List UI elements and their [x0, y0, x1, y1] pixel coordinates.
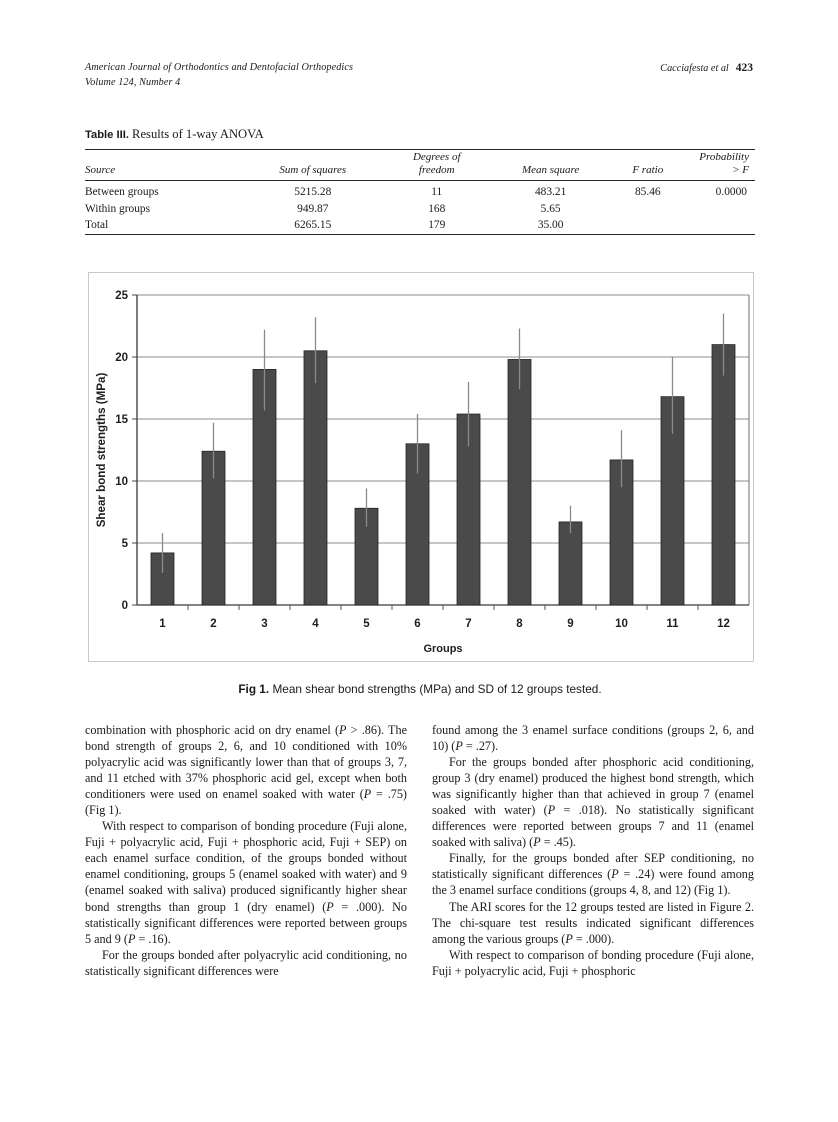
- cell-probability: 0.0000: [688, 181, 755, 202]
- cell-degrees-of-freedom: 179: [428, 219, 446, 231]
- anova-table: [85, 149, 755, 239]
- y-axis-title: Shear bond strengths (MPa): [95, 372, 108, 528]
- x-tick-label: 6: [414, 618, 421, 630]
- cell-mean-square: 5.65: [540, 202, 561, 215]
- col-header-source: Source: [85, 150, 246, 181]
- x-tick-label: 9: [567, 618, 574, 630]
- x-tick-label: 10: [615, 618, 628, 630]
- x-tick-label: 3: [261, 618, 268, 630]
- table-bottom-rule-row: [85, 235, 755, 240]
- table-title: Results of 1-way ANOVA: [132, 127, 264, 141]
- authors-and-page: [660, 61, 753, 77]
- col-header-probability: Probability > F: [688, 150, 755, 181]
- col-header-f-ratio: F ratio: [608, 150, 688, 181]
- bar-chart: [89, 273, 753, 661]
- table-caption: [85, 127, 755, 142]
- bar-series: [151, 314, 735, 630]
- cell-degrees-of-freedom: 168: [428, 202, 446, 215]
- bar: [712, 345, 735, 605]
- journal-title-block: [85, 61, 353, 90]
- cell-f-ratio: [608, 201, 688, 218]
- cell-sum-of-squares: 949.87: [297, 202, 329, 215]
- y-tick-label: 20: [115, 352, 128, 365]
- col-header-sum-of-squares: Sum of squares: [246, 150, 380, 181]
- body-paragraph: With respect to comparison of bonding procedure (Fuji alone, Fuji + polyacrylic acid, Fuji + phosphoric: [432, 947, 754, 978]
- journal-title: American Journal of Orthodontics and Dentofacial Orthopedics: [85, 62, 354, 73]
- bar: [304, 351, 327, 605]
- col-header-mean-square: Mean square: [494, 150, 608, 181]
- x-tick-label: 2: [210, 618, 217, 630]
- cell-source: Total: [85, 219, 109, 231]
- journal-volume-issue: Volume 124, Number 4: [85, 76, 181, 88]
- cell-mean-square: 35.00: [537, 219, 564, 231]
- figure-label: Fig 1.: [238, 682, 270, 696]
- cell-source: Between groups: [85, 181, 246, 202]
- body-paragraph: combination with phosphoric acid on dry enamel (P > .86). The bond strength of groups 2, 6, and 10 conditioned with 10% polyacrylic acid was significantly lower than that of groups 3, 7, and 11 etched with 37% phosphoric acid gel, except when both conditioners were used on enamel soaked with water (P = .75) (Fig 1).: [85, 723, 407, 818]
- running-head: [85, 61, 753, 90]
- y-tick-label: 0: [121, 600, 128, 613]
- figure-1-container: [88, 272, 754, 662]
- body-paragraph: found among the 3 enamel surface conditions (groups 2, 6, and 10) (P = .27).: [432, 723, 754, 754]
- authors-running-head: Cacciafesta et al: [660, 63, 729, 74]
- table-block: [85, 127, 755, 239]
- body-paragraph: For the groups bonded after polyacrylic acid conditioning, no statistically significant differences were: [85, 947, 407, 978]
- cell-sum-of-squares: 6265.15: [294, 219, 332, 231]
- col-header-degrees-of-freedom: Degrees of freedom: [380, 150, 494, 181]
- x-tick-label: 4: [312, 618, 319, 630]
- body-paragraph: Finally, for the groups bonded after SEP conditioning, no statistically significant differences (P = .24) were found among the 3 enamel surface conditions (groups 4, 8, and 12) (Fig 1).: [432, 851, 754, 898]
- table-label: Table III.: [85, 129, 129, 141]
- body-column-right: [432, 722, 754, 979]
- table-row: [85, 181, 755, 202]
- cell-source: Within groups: [85, 202, 151, 215]
- cell-f-ratio: [608, 218, 688, 235]
- body-column-left: [85, 722, 407, 979]
- cell-degrees-of-freedom: 11: [380, 181, 494, 202]
- body-paragraph: With respect to comparison of bonding procedure (Fuji alone, Fuji + polyacrylic acid, Fuji + phosphoric acid, Fuji + SEP) on each enamel surface condition, of the groups bonded without enamel conditioning, groups 5 (enamel soaked with water) and 9 (enamel soaked with saliva) produced significantly higher shear bond strengths than group 1 (dry enamel) (P = .000). No statistically significant differences were reported between groups 5 and 9 (P = .16).: [85, 819, 408, 946]
- page-number: 423: [735, 62, 753, 74]
- x-tick-label: 7: [465, 618, 472, 630]
- y-tick-label: 25: [115, 290, 128, 303]
- x-tick-label: 1: [159, 618, 166, 630]
- table-row: [85, 201, 755, 218]
- body-paragraph: The ARI scores for the 12 groups tested are listed in Figure 2. The chi-square test results indicated significant differences among the various groups (P = .000).: [432, 899, 754, 946]
- cell-probability: [688, 218, 755, 235]
- body-paragraph: For the groups bonded after phosphoric acid conditioning, group 3 (dry enamel) produced the highest bond strength, which was significantly higher than that achieved in group 7 (enamel soaked with water) (P = .018). No statistically significant differences were reported between groups 7 and 11 (enamel soaked with saliva) (P = .45).: [432, 755, 754, 850]
- x-tick-label: 11: [666, 618, 679, 630]
- figure-caption-text: Mean shear bond strengths (MPa) and SD of 12 groups tested.: [272, 682, 602, 696]
- cell-f-ratio: 85.46: [608, 181, 688, 202]
- x-axis-title: Groups: [423, 643, 463, 655]
- bar: [508, 359, 531, 605]
- cell-mean-square: 483.21: [494, 181, 608, 202]
- x-tick-label: 8: [516, 618, 523, 630]
- x-tick-label: 5: [363, 618, 370, 630]
- y-tick-label: 15: [115, 414, 128, 427]
- table-row: [85, 218, 755, 235]
- y-tick-label: 10: [115, 476, 128, 489]
- figure-caption: [85, 682, 755, 696]
- bar: [559, 522, 582, 605]
- cell-sum-of-squares: 5215.28: [246, 181, 380, 202]
- cell-probability: [688, 201, 755, 218]
- y-tick-label: 5: [121, 538, 128, 551]
- x-tick-label: 12: [717, 618, 730, 630]
